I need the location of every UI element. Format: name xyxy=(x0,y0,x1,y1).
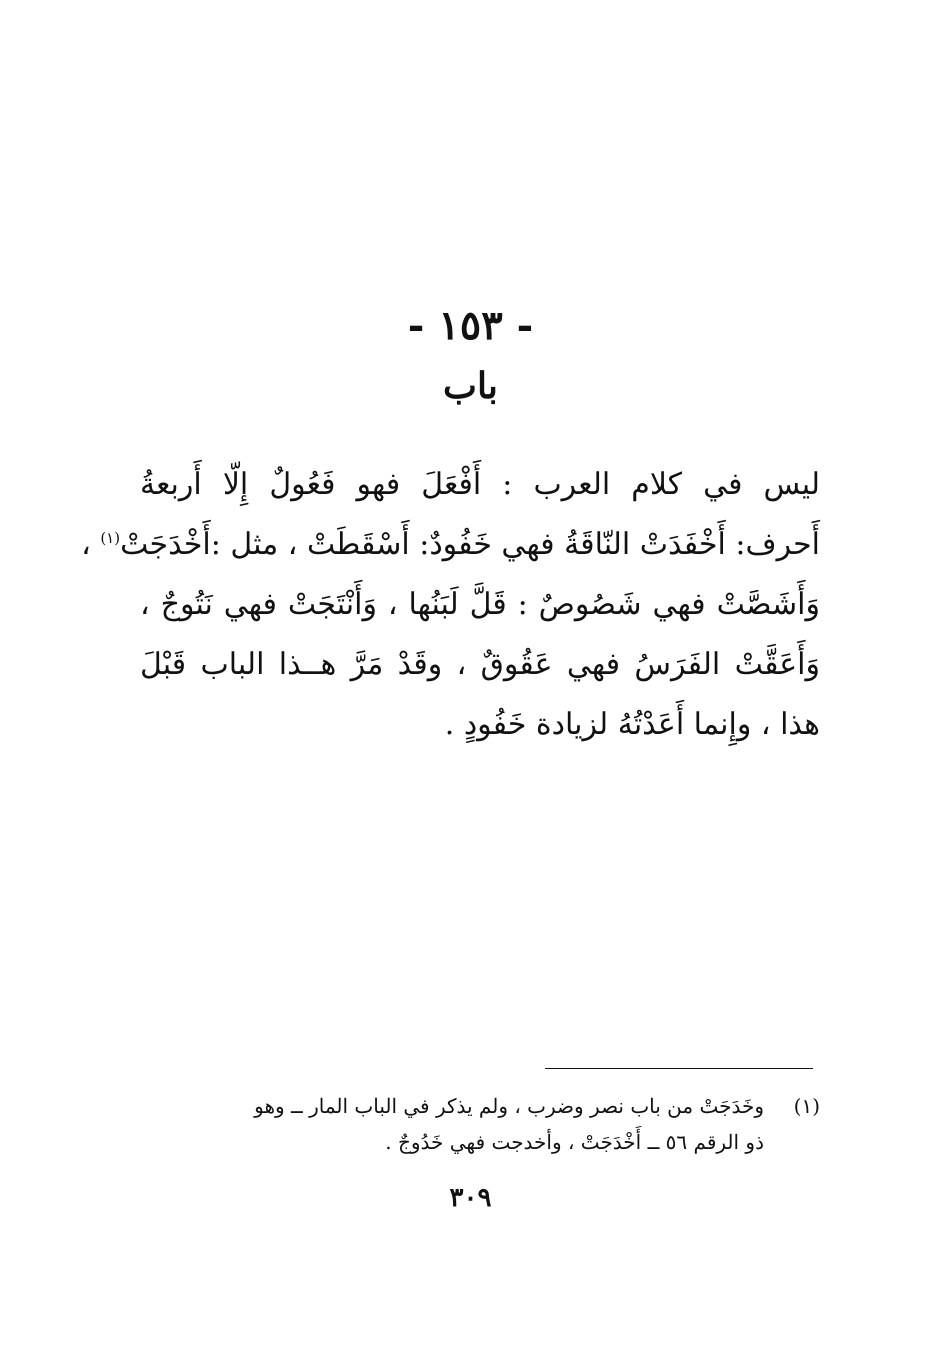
body-line-2-text: أَحرف: أَخْفَدَتْ النّاقَةُ فهي خَفُودٌ: أَسْقَطَتْ ، مثل :أَخْدَجَتْ xyxy=(120,527,820,562)
body-paragraph xyxy=(81,455,820,755)
footnote-marker: (١) xyxy=(793,1094,820,1118)
page-number: ٣٠٩ xyxy=(449,1183,492,1213)
footnote-line-1 xyxy=(140,1088,820,1124)
body-line-5: هذا ، وإِنما أَعَدْتُهُ لزيادة خَفُودٍ . xyxy=(444,707,820,742)
footnote-reference: (١) xyxy=(100,529,121,547)
body-line-1: ليس في كلام العرب : أَفْعَلَ فهو فَعُولٌ إِلّا أَربعةُ xyxy=(140,467,820,502)
chapter-title: باب xyxy=(443,365,498,407)
section-number: - ١٥٣ - xyxy=(407,302,534,349)
footnote-text-1: وخَدَجَتْ من باب نصر وضرب ، ولم يذكر في الباب المار ــ وهو xyxy=(254,1094,764,1118)
footnote-text-2: ذو الرقم ٥٦ ــ أَخْدَجَتْ ، وأخدجت فهي خَدُوجٌ . xyxy=(385,1130,764,1154)
body-line-4: وَأَعَقَّتْ الفَرَسُ فهي عَقُوقٌ ، وقَدْ مَرَّ هــذا الباب قَبْلَ xyxy=(140,647,820,682)
footnote-divider xyxy=(545,1068,813,1069)
body-line-2-tail: ، xyxy=(81,527,91,562)
footnote xyxy=(140,1088,820,1160)
body-line-3: وَأَشَصَّتْ فهي شَصُوصٌ : قَلَّ لَبَنُها ، وَأَنْتَجَتْ فهي نَتُوجٌ ، xyxy=(140,587,820,622)
footnote-line-2 xyxy=(140,1124,820,1160)
body-line-2 xyxy=(81,515,820,575)
